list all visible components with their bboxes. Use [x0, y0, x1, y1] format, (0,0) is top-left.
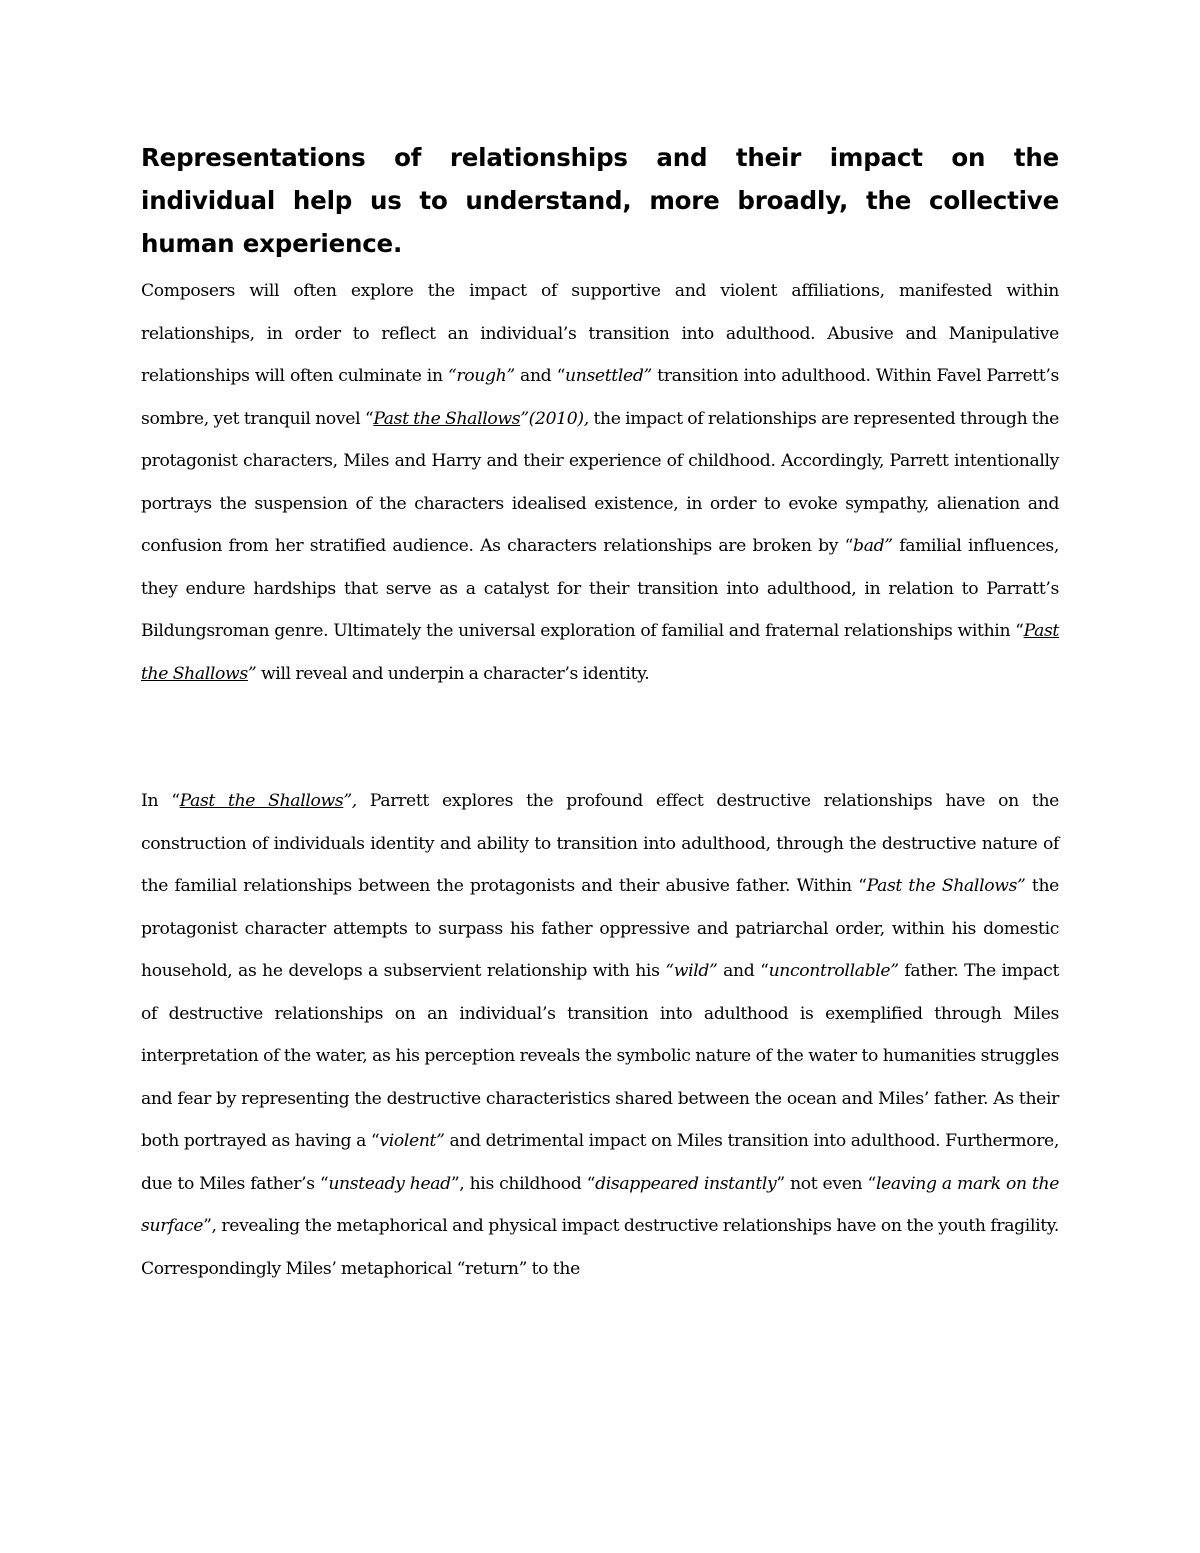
emphasis-segment: violent”: [379, 1131, 445, 1151]
emphasis-segment: Past the Shallows: [141, 621, 1059, 684]
emphasis-segment: ”(2010),: [520, 408, 589, 429]
text-segment: In “: [141, 791, 180, 811]
text-segment: ”, his childhood “: [450, 1173, 596, 1194]
emphasis-segment: unsteady head: [328, 1173, 451, 1194]
text-segment: father. The impact of destructive relationships on an individual’s transition into adulthood is exemplified through Miles interpretation of the water, as his perception reveals the symbolic nature of the water to humanities struggles and fear by representing the destructive characteristics shared between the ocean and Miles’ father. As their both portrayed as having a “: [141, 961, 1059, 1151]
text-segment: ”, revealing the metaphorical and physical impact destructive relationships have on the youth fragility. Correspondingly Miles’ metaphorical “return” to the: [141, 1216, 1059, 1279]
emphasis-segment: bad”: [853, 536, 893, 556]
emphasis-segment: leaving a mark on the surface: [141, 1173, 1060, 1236]
paragraph-introduction: [141, 270, 1059, 695]
essay-title: Representations of relationships and their impact on the individual help us to understand, more broadly, the collective human experience.: [141, 143, 1059, 258]
text-segment: Parrett explores the profound effect destructive relationships have on the construction of individuals identity and ability to transition into adulthood, through the destructive nature of the familial relationships between the protagonists and their abusive father. Within “: [141, 791, 1059, 896]
emphasis-segment: ”: [247, 663, 257, 684]
emphasis-segment: disappeared instantly: [595, 1173, 777, 1194]
text-segment: the protagonist character attempts to surpass his father oppressive and patriarchal order, within his domestic household, as he develops a subservient relationship with his: [141, 876, 1060, 981]
document-body: [141, 136, 1059, 1290]
paragraph-body-1: [141, 780, 1059, 1290]
emphasis-segment: ”,: [343, 791, 357, 811]
text-segment: and “: [717, 961, 769, 981]
text-segment: will reveal and underpin a character’s identity.: [256, 663, 650, 684]
text-segment: the impact of relationships are represented through the protagonist characters, Miles and Harry and their experience of childhood. Accordingly, Parrett intentionally portrays the suspension of the characters idealised existence, in order to evoke sympathy, alienation and confusion from her stratified audience. As characters relationships are broken by “: [141, 408, 1060, 556]
emphasis-segment: Past the Shallows”: [866, 876, 1026, 896]
text-segment: and detrimental impact on Miles transition into adulthood. Furthermore, due to Miles father’s “: [141, 1131, 1059, 1194]
emphasis-segment: Past the Shallows: [373, 408, 521, 429]
emphasis-segment: “wild”: [665, 961, 718, 981]
text-segment: Composers will often explore the impact of supportive and violent affiliations, manifested within relationships, in order to reflect an individual’s transition into adulthood. Abusive and Manipulative relationships will often culminate in: [141, 281, 1059, 386]
text-segment: transition into adulthood. Within Favel Parrett’s sombre, yet tranquil novel “: [141, 366, 1059, 429]
emphasis-segment: uncontrollable”: [768, 961, 899, 981]
text-segment: and “: [514, 366, 566, 386]
text-segment: familial influences, they endure hardships that serve as a catalyst for their transition into adulthood, in relation to Parratt’s Bildungsroman genre. Ultimately the universal exploration of familial and fraternal relationships within “: [141, 536, 1059, 641]
emphasis-segment: Past the Shallows: [179, 791, 344, 811]
emphasis-segment: unsettled”: [565, 366, 652, 386]
text-segment: ” not even “: [776, 1173, 876, 1194]
emphasis-segment: “rough”: [447, 366, 515, 386]
